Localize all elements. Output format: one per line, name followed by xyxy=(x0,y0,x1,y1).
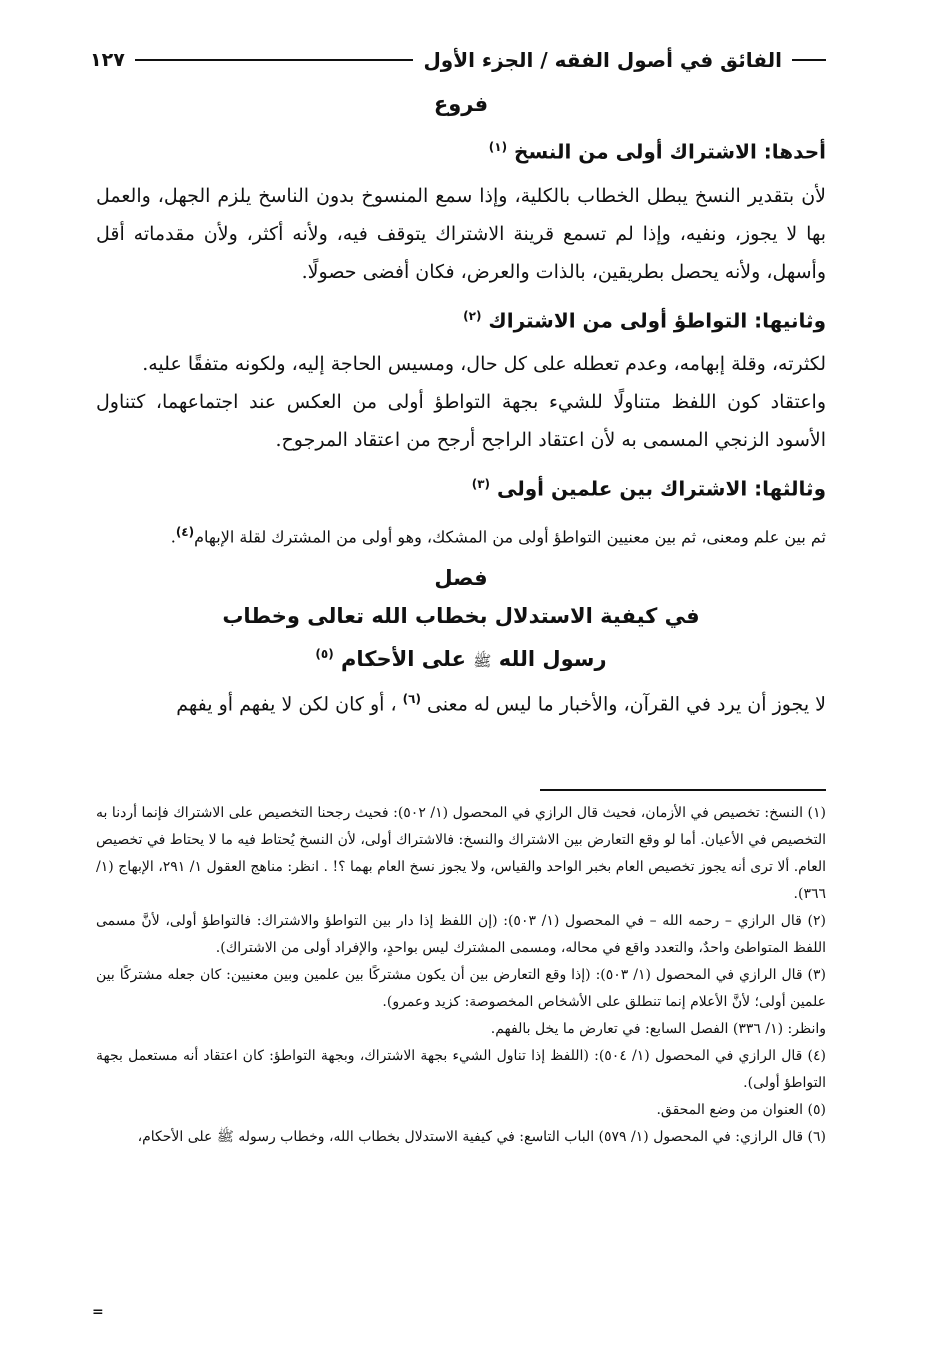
footnote-number: (٢) xyxy=(807,913,826,929)
footnote-4 xyxy=(96,1043,826,1097)
footnote-text: النسخ: تخصيص في الأزمان، فحيث قال الرازي في المحصول (١/ ٥٠٢): فحيث رجحنا التخصيص على الاشتراك فإنما أردنا به التخصيص في الأعيان. أما لو وقع التعارض بين الاشتراك والنسخ: فالاشتراك أولى، لأن النسخ يُحتاط فيه ما لا يحتاط في تخصيص العام. ألا ترى أنه يجوز تخصيص العام بخبر الواحد والقياس، ولا يجوز نسخ العام بهما ؟! . انظر: مناهج العقول ١/ ٢٩١، الإبهاج (١/ ٣٦٦). xyxy=(96,805,826,902)
note-ref-6: (٦) xyxy=(402,692,421,707)
footnote-number: (٣) xyxy=(807,967,827,983)
running-header xyxy=(90,44,826,76)
footnote-1 xyxy=(96,800,826,908)
footnote-3-extra: وانظر: (١/ ٣٣٦) الفصل السابع: في تعارض ما يخل بالفهم. xyxy=(490,1021,826,1037)
subheading-first xyxy=(96,122,826,177)
paragraph-second: لكثرته، وقلة إبهامه، وعدم تعطله على كل حال، ومسيس الحاجة إليه، ولكونه متفقًا عليه. xyxy=(142,353,826,376)
footnotes xyxy=(96,800,826,1151)
footnote-text: العنوان من وضع المحقق. xyxy=(656,1102,804,1118)
footnote-5 xyxy=(96,1097,826,1124)
fasl-title-line1: في كيفية الاستدلال بخطاب الله تعالى وخطاب xyxy=(222,604,700,629)
footnote-number: (٦) xyxy=(807,1129,826,1145)
footnote-6 xyxy=(96,1124,826,1151)
footnote-continuation-mark: = xyxy=(92,1304,104,1320)
fasl-text-a: لا يجوز أن يرد في القرآن، والأخبار ما ليس له معنى xyxy=(426,693,826,716)
footnote-separator xyxy=(540,789,826,791)
subheading-first-text: أحدها: الاشتراك أولى من النسخ xyxy=(514,139,826,164)
fasl-text-b: ، أو كان لكن لا يفهم أو يفهم xyxy=(176,693,397,716)
subheading-third xyxy=(96,459,826,514)
note-ref-3: (٣) xyxy=(471,477,491,492)
paragraph-third-text: ثم بين علم ومعنى، ثم بين معنيين التواطؤ أولى من المشكك، وهو أولى من المشترك لقلة الإبهام xyxy=(194,527,826,547)
note-ref-4: (٤) xyxy=(175,524,195,539)
page-number: ١٢٧ xyxy=(90,49,125,71)
fasl-title-line2 xyxy=(96,635,826,680)
footnote-text: قال الرازي في المحصول (١/ ٥٠٤): (اللفظ إذا تناول الشيء بجهة الاشتراك، وبجهة التواطؤ: كان اعتقاد أنه مستعمل بجهة التواطؤ أولى). xyxy=(96,1048,826,1091)
header-dash xyxy=(792,59,826,61)
paragraph-third: ثم بين علم ومعنى، ثم بين معنيين التواطؤ أولى من المشكك، وهو أولى من المشترك لقلة الإبهام$^{(٤)}$. xyxy=(170,524,826,547)
footnote-text: قال الرازي – رحمه الله – في المحصول (١/ ٥٠٣): (إن اللفظ إذا دار بين التواطؤ والاشتراك: فالتواطؤ أولى، لأنَّ مسمى اللفظ المتواطئ واحدٌ، والتعدد واقع في محاله، ومسمى المشترك ليس بواحدٍ، والإفراد أولى من الاشتراك). xyxy=(96,913,826,956)
fasl-title-a: رسول الله xyxy=(498,647,607,672)
fasl-title-b: على الأحكام xyxy=(341,647,466,672)
paragraph-first: لأن بتقدير النسخ يبطل الخطاب بالكلية، وإذا سمع المنسوخ بدون الناسخ يلزم الجهل، والعمل بها لا يجوز، ونفيه، وإذا لم تسمع قرينة الاشتراك يتوقف فيه، ولأنه أكثر، ولأن مقدماته أقل وأسهل، ولأنه يحصل بطريقين، بالذات والعرض، فكان أفضى حصولًا. xyxy=(96,184,826,283)
footnote-number: (٤) xyxy=(807,1048,827,1064)
fasl-paragraph xyxy=(96,680,826,723)
main-text xyxy=(96,86,826,724)
subheading-second-text: وثانيها: التواطؤ أولى من الاشتراك xyxy=(488,308,826,333)
subheading-third-text: وثالثها: الاشتراك بين علمين أولى xyxy=(497,476,826,501)
footnote-text: قال الرازي: في المحصول (١/ ٥٧٩) الباب التاسع: في كيفية الاستدلال بخطاب الله، وخطاب رسوله ﷺ على الأحكام، xyxy=(137,1129,804,1145)
fasl-label: فصل xyxy=(434,566,488,591)
paragraph-second-b: واعتقاد كون اللفظ متناولًا للشيء بجهة التواطؤ أولى من العكس عند اجتماعهما، كتناول الأسود الزنجي المسمى به لأن اعتقاد الراجح أرجح من اعتقاد المرجوح. xyxy=(96,391,826,452)
salawat-ligature: ﷺ xyxy=(473,652,492,671)
note-ref-1: (١) xyxy=(488,140,508,154)
footnote-number: (١) xyxy=(807,805,826,821)
running-title: الفائق في أصول الفقه / الجزء الأول xyxy=(423,48,782,72)
footnote-number: (٥) xyxy=(807,1102,826,1118)
footnote-text: قال الرازي في المحصول (١/ ٥٠٣): (إذا وقع التعارض بين أن يكون مشتركًا بين علمين وبين معنيين: كان جعله مشتركًا بين علمين أولى؛ لأنَّ الأعلام إنما تنطلق على الأشخاص المخصوصة: كزيد وعمرو). xyxy=(96,967,826,1010)
note-ref-5: (٥) xyxy=(315,647,334,662)
section-title: فروع xyxy=(433,92,489,116)
note-ref-2: (٢) xyxy=(463,308,482,323)
footnote-2 xyxy=(96,908,826,962)
header-rule xyxy=(135,59,414,61)
subheading-second xyxy=(96,291,826,346)
footnote-3 xyxy=(96,962,826,1016)
